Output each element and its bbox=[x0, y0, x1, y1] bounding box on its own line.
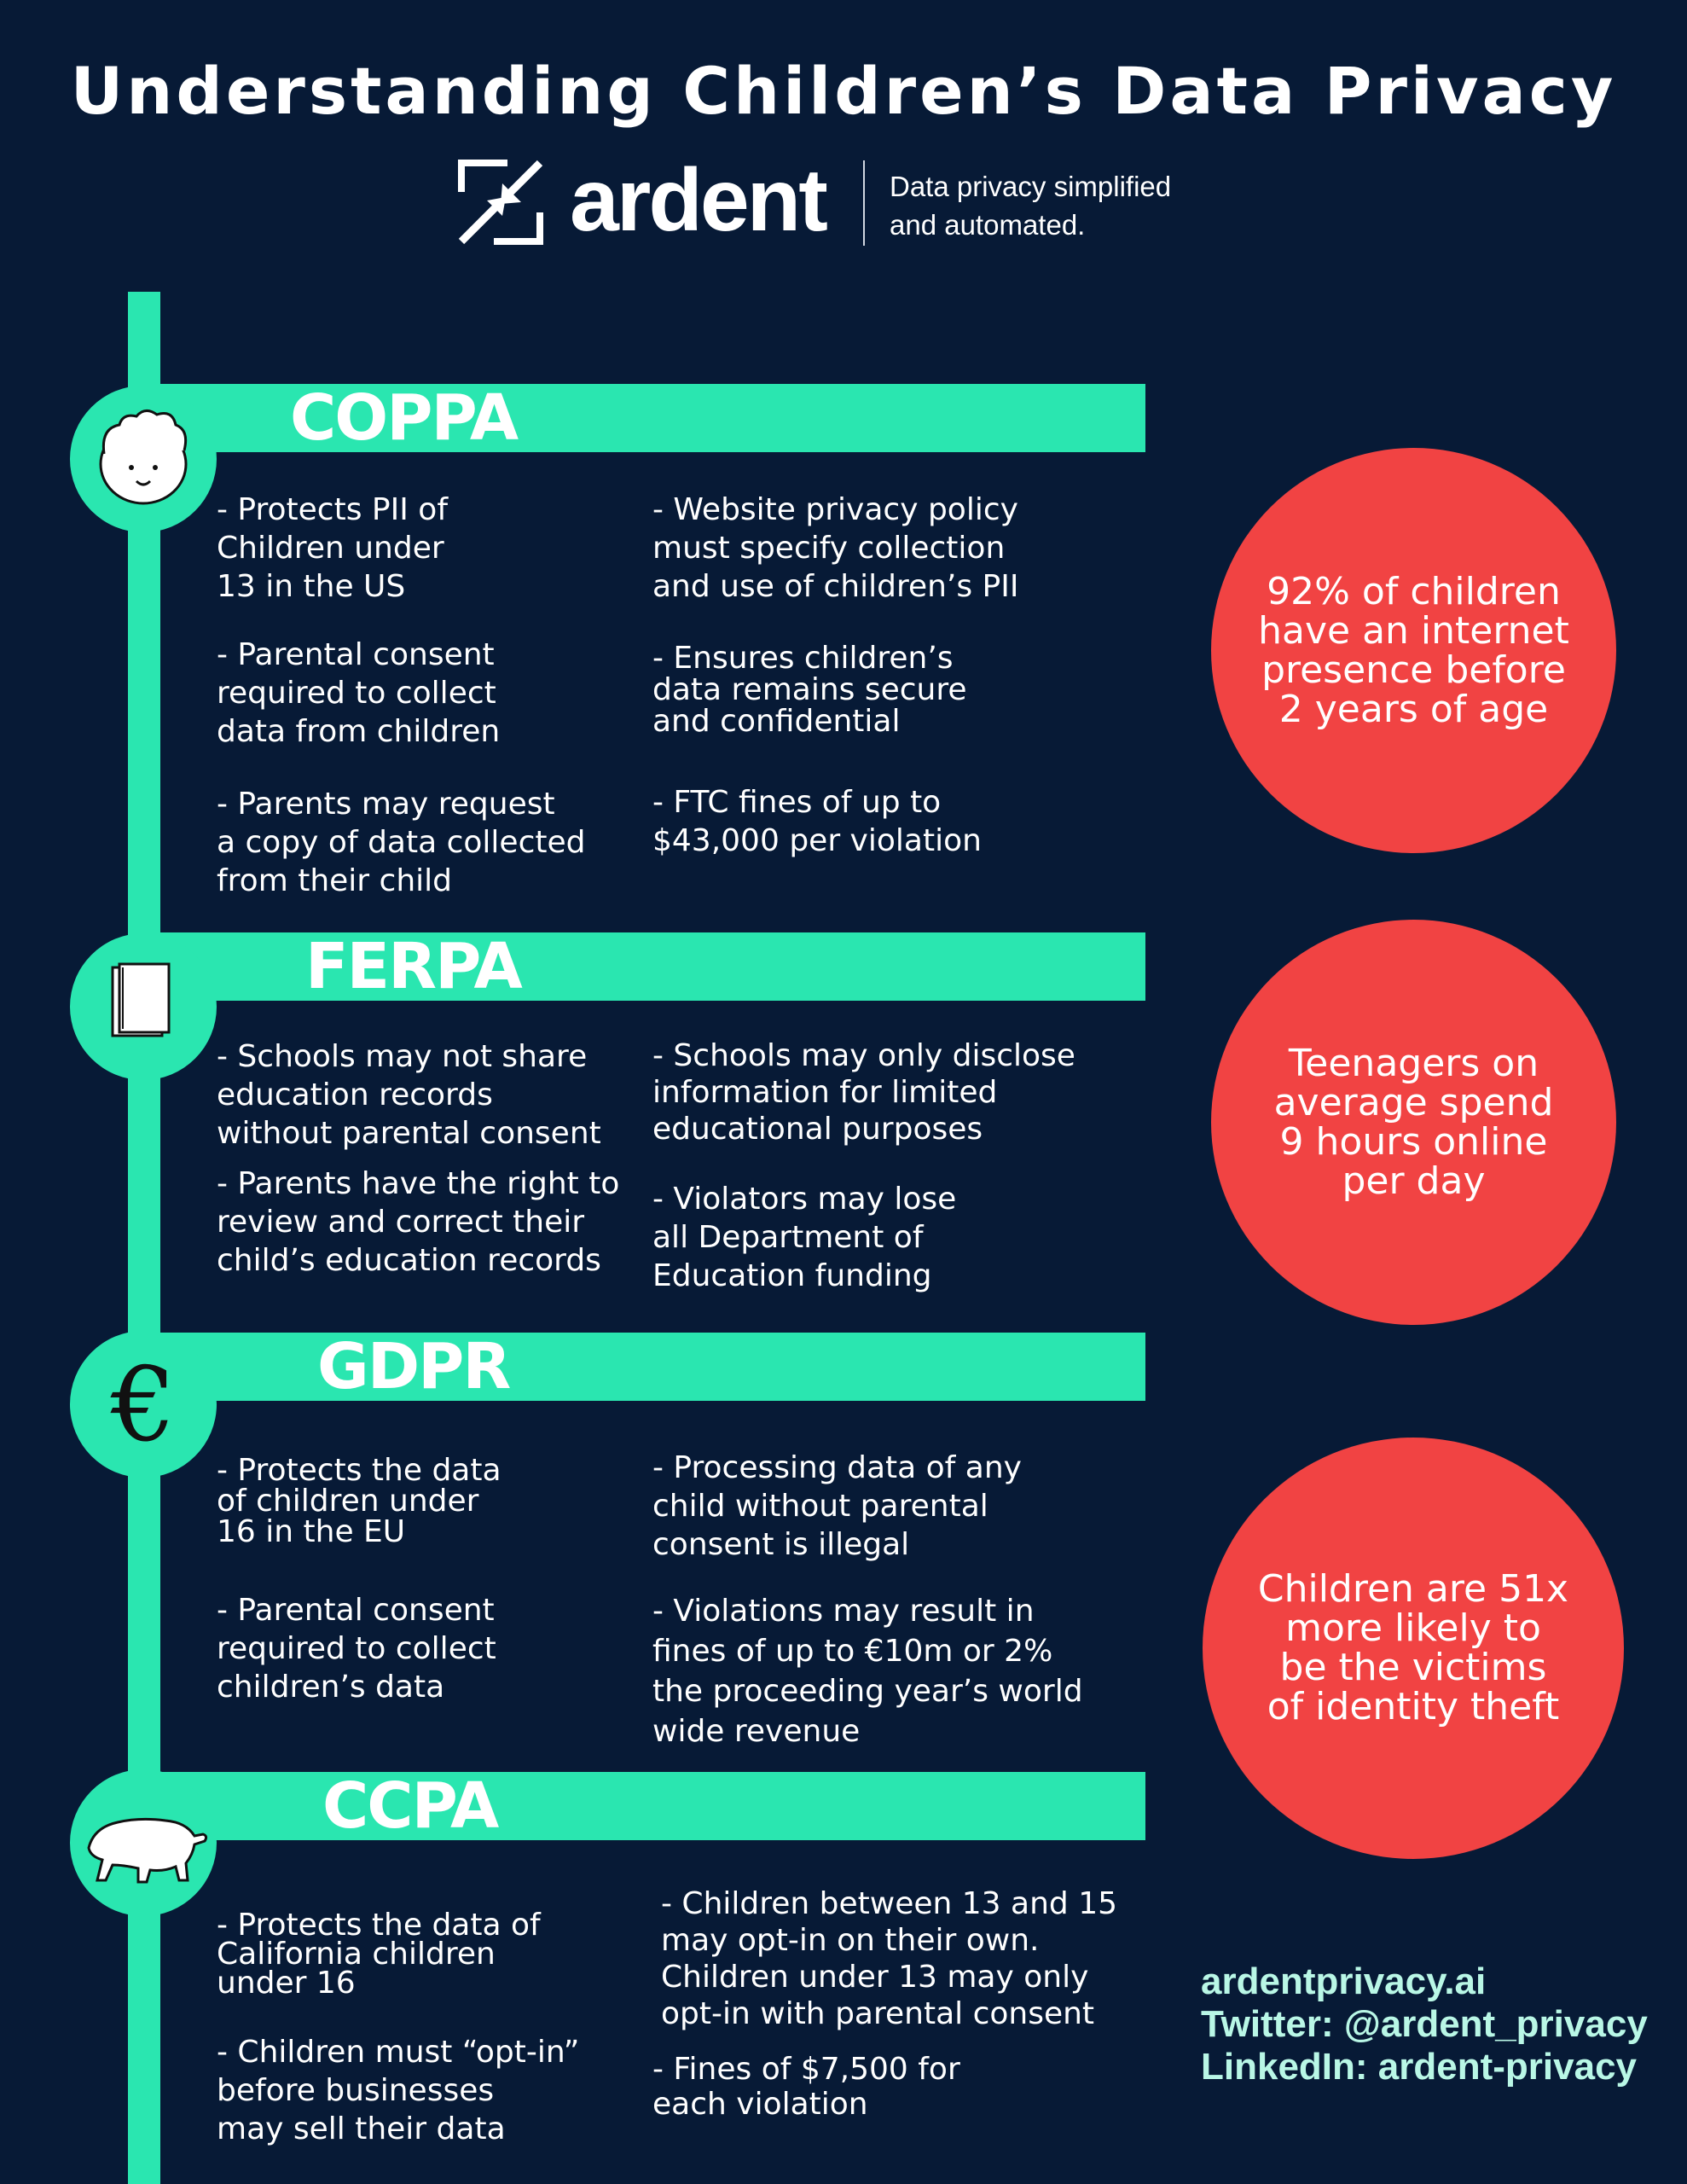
ferpa-icon-node bbox=[70, 933, 217, 1080]
page-title: Understanding Children’s Data Privacy bbox=[70, 53, 1617, 129]
coppa-left-bullet-3: - Parents may request a copy of data collected from their child bbox=[217, 787, 586, 898]
ardent-wordmark: ardent bbox=[570, 151, 826, 250]
ardent-logo-icon bbox=[456, 158, 545, 247]
coppa-left-bullet-1: - Protects PII of Children under 13 in the US bbox=[217, 492, 449, 604]
gdpr-icon-node bbox=[70, 1331, 217, 1478]
ccpa-title: CCPA bbox=[322, 1769, 498, 1843]
tagline-line-1: Data privacy simplified bbox=[890, 171, 1172, 202]
linkedin-link[interactable]: LinkedIn: ardent-privacy bbox=[1201, 2046, 1638, 2088]
ccpa-header-bar bbox=[128, 1769, 1145, 1843]
ccpa-left-bullet-2: - Children must “opt-in” before businesses may sell their data bbox=[217, 2035, 580, 2146]
coppa-icon-node bbox=[70, 386, 217, 532]
coppa-right-bullet-3: - FTC fines of up to $43,000 per violation bbox=[652, 785, 982, 858]
tagline bbox=[890, 167, 1171, 244]
stat-circle-internet-presence bbox=[1211, 448, 1616, 853]
ferpa-left-bullet-1: - Schools may not share education records without parental consent bbox=[217, 1039, 601, 1151]
coppa-right-bullet-2: - Ensures children’s data remains secure and confidential bbox=[652, 641, 967, 739]
logo-divider bbox=[863, 160, 865, 246]
gdpr-left-bullet-1: - Protects the data of children under 16 in the EU bbox=[217, 1453, 501, 1549]
stat-circle-hours-online bbox=[1211, 920, 1616, 1325]
gdpr-left-bullet-2: - Parental consent required to collect children’s data bbox=[217, 1593, 496, 1705]
euro-icon bbox=[70, 1331, 217, 1478]
book-icon bbox=[70, 933, 217, 1080]
coppa-right-bullet-1: - Website privacy policy must specify collection and use of children’s PII bbox=[652, 492, 1019, 604]
stat-text: Children are 51x more likely to be the victims of identity theft bbox=[1257, 1567, 1569, 1728]
gdpr-right-bullet-2: - Violations may result in fines of up to €10m or 2% the proceeding year’s world wide revenue bbox=[652, 1594, 1083, 1749]
ferpa-header-bar bbox=[128, 932, 1145, 1001]
ferpa-left-bullet-2: - Parents have the right to review and correct their child’s education records bbox=[217, 1166, 620, 1278]
stat-text: 92% of children have an internet presence before 2 years of age bbox=[1258, 569, 1569, 731]
coppa-title: COPPA bbox=[290, 381, 518, 455]
tagline-line-2: and automated. bbox=[890, 209, 1086, 241]
coppa-left-bullet-2: - Parental consent required to collect data from children bbox=[217, 637, 501, 749]
gdpr-header-bar bbox=[128, 1330, 1145, 1403]
coppa-header-bar bbox=[128, 381, 1145, 455]
gdpr-right-bullet-1: - Processing data of any child without parental consent is illegal bbox=[652, 1450, 1022, 1562]
ferpa-right-bullet-2: - Violators may lose all Department of Education funding bbox=[652, 1182, 957, 1293]
gdpr-title: GDPR bbox=[317, 1330, 510, 1403]
ccpa-right-bullet-1: - Children between 13 and 15 may opt-in on their own. Children under 13 may only opt-in with parental consent bbox=[661, 1886, 1118, 2031]
stat-circle-identity-theft bbox=[1203, 1438, 1624, 1859]
website-link[interactable]: ardentprivacy.ai bbox=[1201, 1960, 1487, 2002]
ferpa-title: FERPA bbox=[305, 930, 521, 1003]
twitter-link[interactable]: Twitter: @ardent_privacy bbox=[1201, 2003, 1648, 2045]
ccpa-icon-node bbox=[70, 1769, 217, 1916]
california-bear-icon bbox=[70, 1769, 217, 1916]
ferpa-right-bullet-1: - Schools may only disclose information for limited educational purposes bbox=[652, 1038, 1075, 1147]
svg-text:€: € bbox=[110, 1346, 177, 1465]
baby-face-icon bbox=[70, 386, 217, 532]
ccpa-left-bullet-1: - Protects the data of California children under 16 bbox=[217, 1908, 541, 2001]
contact-info bbox=[1201, 1960, 1648, 2088]
ccpa-right-bullet-2: - Fines of $7,500 for each violation bbox=[652, 2052, 960, 2122]
stat-text: Teenagers on average spend 9 hours online per day bbox=[1273, 1041, 1554, 1203]
